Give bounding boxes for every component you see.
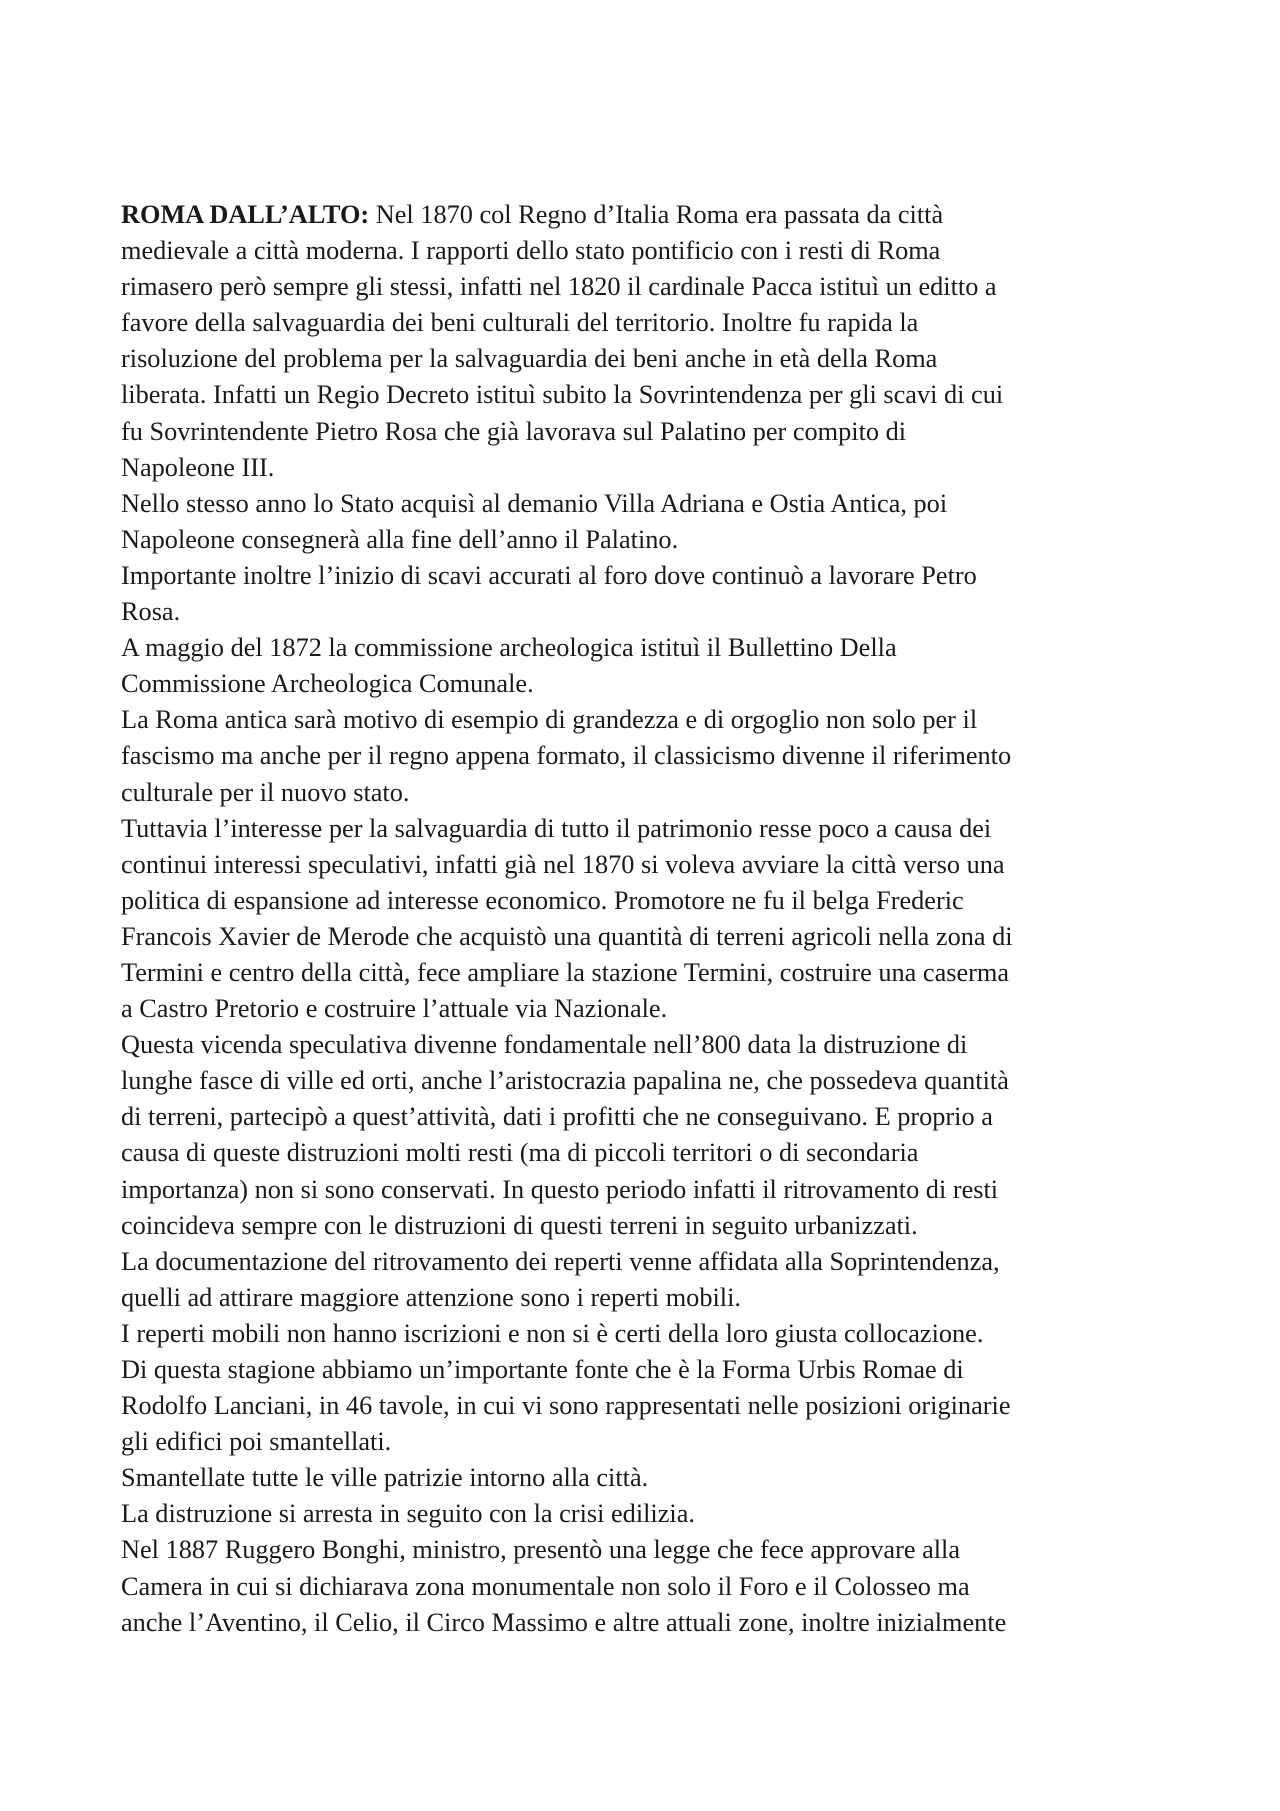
line-text: coincideva sempre con le distruzioni di questi terreni in seguito urbanizzati. [121,1210,918,1240]
line-text: a Castro Pretorio e costruire l’attuale via Nazionale. [121,994,668,1024]
line-text: liberata. Infatti un Regio Decreto istituì subito la Sovrintendenza per gli scavi di cui [121,380,1004,410]
line-text: causa di queste distruzioni molti resti (ma di piccoli territori o di secondaria [121,1138,919,1168]
line-text: I reperti mobili non hanno iscrizioni e non si è certi della loro giusta collocazione. [121,1318,984,1348]
line-text: gli edifici poi smantellati. [121,1427,392,1457]
document-body [121,197,1161,1641]
line-text: anche l’Aventino, il Celio, il Circo Massimo e altre attuali zone, inoltre inizialmente [121,1607,1007,1637]
text-line [121,1316,1161,1352]
line-text: Napoleone III. [121,452,275,482]
line-text: La documentazione del ritrovamento dei reperti venne affidata alla Soprintendenza, [121,1246,1000,1276]
line-text: Di questa stagione abbiamo un’importante fonte che è la Forma Urbis Romae di [121,1355,964,1384]
text-line [121,1569,1161,1605]
line-text: Importante inoltre l’inizio di scavi accurati al foro dove continuò a lavorare Petro [121,560,977,590]
line-text: Smantellate tutte le ville patrizie intorno alla città. [121,1463,649,1493]
text-line [121,630,1161,666]
text-line [121,811,1161,847]
paragraph [121,1352,1161,1460]
line-text: continui interessi speculativi, infatti già nel 1870 si voleva avviare la città verso una [121,849,1005,879]
text-line [121,775,1161,811]
line-text: risoluzione del problema per la salvaguardia dei beni anche in età della Roma [121,344,938,374]
text-line [121,847,1161,883]
intro-paragraph [121,197,1161,486]
line-text: La distruzione si arresta in seguito con la crisi edilizia. [121,1499,695,1529]
line-text: lunghe fasce di ville ed orti, anche l’aristocrazia papalina ne, che possedeva quantità [121,1066,1009,1096]
line-text: rimasero però sempre gli stessi, infatti nel 1820 il cardinale Pacca istituì un editto a [121,272,997,302]
text-line [121,1280,1161,1316]
paragraph [121,630,1161,702]
text-line [121,1063,1161,1099]
paragraph [121,1244,1161,1316]
line-text: Francois Xavier de Merode che acquistò una quantità di terreni agricoli nella zona di [121,921,1013,951]
text-line [121,955,1161,991]
text-line [121,233,1161,269]
line-text: Termini e centro della città, fece ampliare la stazione Termini, costruire una caserma [121,957,1010,987]
line-text: fu Sovrintendente Pietro Rosa che già lavorava sul Palatino per compito di [121,416,907,446]
text-line [121,558,1161,594]
paragraph [121,1460,1161,1496]
line-text: Camera in cui si dichiarava zona monumentale non solo il Foro e il Colosseo ma [121,1571,970,1601]
text-line [121,1388,1161,1424]
line-text: Rodolfo Lanciani, in 46 tavole, in cui vi sono rappresentati nelle posizioni originarie [121,1391,1011,1421]
line-text: Tuttavia l’interesse per la salvaguardia di tutto il patrimonio resse poco a causa dei [121,813,992,843]
line-text: politica di espansione ad interesse economico. Promotore ne fu il belga Frederic [121,885,964,915]
line-text: Rosa. [121,597,181,627]
line-text: Nel 1870 col Regno d’Italia Roma era passata da città [369,200,944,229]
text-line [121,269,1161,305]
line-text: Nel 1887 Ruggero Bonghi, ministro, presentò una legge che fece approvare alla [121,1535,961,1565]
line-text: Nello stesso anno lo Stato acquisì al demanio Villa Adriana e Ostia Antica, poi [121,488,948,518]
text-line [121,522,1161,558]
text-line [121,197,1161,233]
text-line [121,1605,1161,1641]
text-line [121,486,1161,522]
text-line [121,1460,1161,1496]
paragraph [121,811,1161,1028]
line-text: culturale per il nuovo stato. [121,777,410,807]
line-text: Questa vicenda speculativa divenne fondamentale nell’800 data la distruzione di [121,1030,968,1060]
text-line [121,1496,1161,1532]
line-text: Napoleone consegnerà alla fine dell’anno il Palatino. [121,524,679,554]
text-line [121,377,1161,413]
line-text: A maggio del 1872 la commissione archeologica istituì il Bullettino Della [121,633,897,663]
paragraph [121,1027,1161,1244]
line-text: medievale a città moderna. I rapporti dello stato pontificio con i resti di Roma [121,236,941,266]
text-line [121,1352,1161,1388]
text-line [121,1424,1161,1460]
line-text: La Roma antica sarà motivo di esempio di grandezza e di orgoglio non solo per il [121,705,978,735]
section-heading: ROMA DALL’ALTO: [121,200,370,229]
paragraph [121,1496,1161,1532]
text-line [121,666,1161,702]
paragraph [121,1316,1161,1352]
text-line [121,1172,1161,1208]
text-line [121,991,1161,1027]
line-text: fascismo ma anche per il regno appena formato, il classicismo divenne il riferimento [121,741,1012,771]
text-line [121,594,1161,630]
text-line [121,305,1161,341]
line-text: quelli ad attirare maggiore attenzione sono i reperti mobili. [121,1282,741,1312]
text-line [121,702,1161,738]
text-line [121,1244,1161,1280]
text-line [121,1027,1161,1063]
line-text: importanza) non si sono conservati. In questo periodo infatti il ritrovamento di resti [121,1174,999,1204]
text-line [121,738,1161,774]
text-line [121,1135,1161,1171]
text-line [121,341,1161,377]
text-line [121,883,1161,919]
line-text: di terreni, partecipò a quest’attività, dati i profitti che ne conseguivano. E proprio a [121,1102,993,1132]
text-line [121,919,1161,955]
text-line [121,1208,1161,1244]
paragraph [121,486,1161,558]
text-line [121,414,1161,450]
text-line [121,450,1161,486]
text-line [121,1099,1161,1135]
paragraph [121,702,1161,810]
text-line [121,1532,1161,1568]
paragraph [121,1532,1161,1640]
paragraph [121,558,1161,630]
line-text: Commissione Archeologica Comunale. [121,669,534,699]
line-text: favore della salvaguardia dei beni culturali del territorio. Inoltre fu rapida la [121,308,919,338]
